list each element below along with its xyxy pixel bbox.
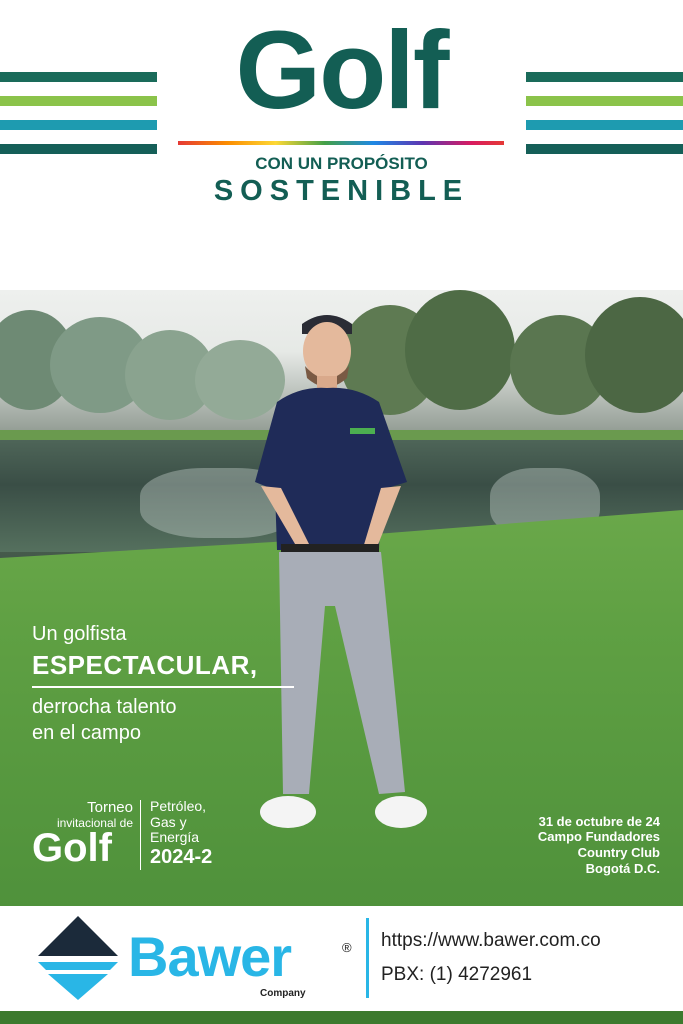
tournament-sector-1: Petróleo, — [150, 798, 207, 814]
footer-divider — [366, 918, 369, 998]
tournament-label: Torneo — [87, 799, 133, 816]
event-venue-2: Country Club — [577, 845, 660, 860]
event-city: Bogotá D.C. — [585, 861, 660, 876]
headline-underline — [32, 686, 294, 688]
bawer-company: Company — [260, 988, 306, 999]
event-venue-1: Campo Fundadores — [537, 829, 660, 844]
golf-title: Golf — [235, 9, 448, 132]
sponsor-footer — [0, 906, 683, 1011]
subtitle-line-2: SOSTENIBLE — [213, 175, 470, 207]
headline-line-3: derrocha talento — [32, 696, 177, 718]
tournament-edition: 2024-2 — [150, 846, 213, 868]
phone-number: PBX: (1) 4272961 — [381, 964, 533, 985]
golfer-figure — [255, 306, 431, 846]
footer-grass-strip — [0, 1011, 683, 1024]
website-link[interactable]: https://www.bawer.com.co — [381, 930, 601, 951]
tournament-invitational: invitacional de — [56, 816, 133, 830]
event-date: 31 de octubre de 24 — [538, 814, 660, 829]
headline-line-2: ESPECTACULAR, — [32, 650, 258, 680]
headline-line-4: en el campo — [32, 722, 141, 744]
tournament-divider — [140, 800, 141, 870]
tournament-sector-2: Gas y — [150, 814, 187, 830]
tournament-sector-3: Energía — [150, 829, 200, 845]
registered-mark: ® — [342, 940, 352, 955]
rainbow-divider — [178, 141, 504, 145]
bawer-brand: Bawer — [128, 925, 292, 988]
headline-line-1: Un golfista — [32, 623, 127, 645]
poster-header — [0, 0, 683, 300]
subtitle-line-1: CON UN PROPÓSITO — [255, 154, 428, 173]
tournament-golf: Golf — [32, 826, 112, 870]
bawer-logo-icon — [38, 916, 118, 1000]
